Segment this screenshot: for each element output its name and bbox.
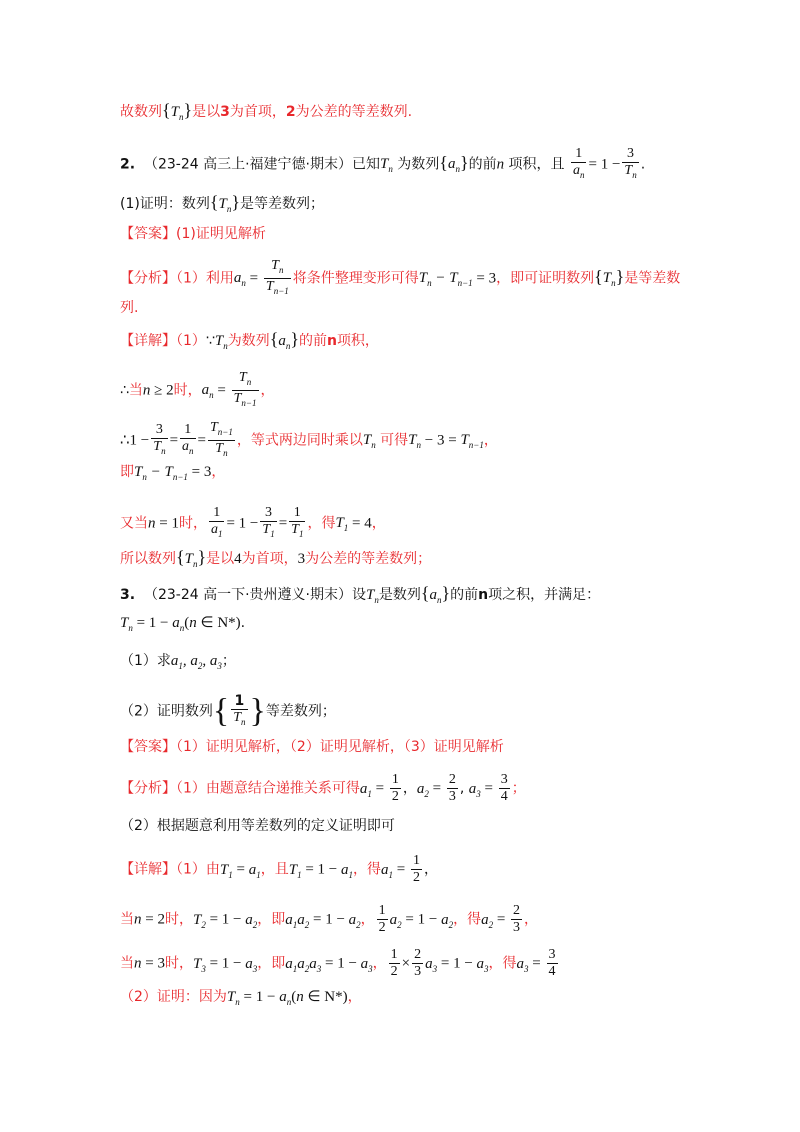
text: ， bbox=[360, 911, 375, 928]
text: ，即 bbox=[257, 911, 286, 928]
fraction: $\frac{1}{2}$ bbox=[391, 772, 399, 804]
text: 的前 bbox=[468, 156, 497, 173]
text: 4 bbox=[234, 551, 242, 567]
question-3-condition: $T_n = 1 - a_n(n$ ∈ N*). bbox=[120, 615, 246, 633]
text: 是等差数列； bbox=[239, 196, 324, 212]
question-number: 3. bbox=[120, 587, 136, 603]
fraction: $\frac{1}{2}$ bbox=[378, 903, 386, 935]
text: （1）由题意结合递推关系可得 bbox=[176, 780, 360, 797]
detail-line-6: 所以数列$\{T_n\}$是以4为首项，3为公差的等差数列； bbox=[120, 547, 432, 569]
question-3-part-1: （1）求$a_1$, $a_2$, $a_3$； bbox=[120, 653, 236, 671]
question-3-part-2: （2）证明数列{ $\frac{1}{T_n}$ }等差数列； bbox=[120, 692, 336, 730]
fraction: $\frac{3}{T_n}$ bbox=[153, 421, 166, 456]
detail-line: 【详解】$(1)\because T_n$为数列$\{a_n\}$的前n项积， bbox=[120, 329, 379, 351]
answer-text: （1）证明见解析，（2）证明见解析，（3）证明见解析 bbox=[176, 739, 504, 755]
detail-label: 【详解】 bbox=[120, 861, 176, 878]
text: 等差数列； bbox=[265, 703, 336, 720]
text: 所以数列 bbox=[120, 551, 176, 567]
detail-line-3: ∴1 − $\frac{3}{T_n}$ = $\frac{1}{a_n}$ = $\frac{T_{n-1}}{T_n}$ ，等式两边同时乘以$T_n$ 可得$T_n - 3 = T_{n-1}$， bbox=[120, 420, 498, 461]
text: 为数列 bbox=[227, 333, 270, 349]
detail-line-3d: （2）证明：因为$T_n = 1 - a_n(n$ ∈ N*)， bbox=[120, 989, 362, 1007]
text: 当 bbox=[120, 911, 134, 928]
text: 是以 bbox=[192, 104, 221, 120]
text: n bbox=[478, 587, 489, 603]
text: （1）由 bbox=[176, 861, 220, 878]
fraction: $\frac{2}{3}$ bbox=[513, 903, 521, 935]
text: 故数列 bbox=[120, 104, 162, 120]
fraction: $\frac{1}{2}$ bbox=[390, 947, 398, 979]
text: 又当 bbox=[120, 515, 148, 532]
text: 是等差数 bbox=[624, 270, 681, 287]
text: ， bbox=[483, 432, 498, 449]
fraction: $\frac{3}{T_n}$ bbox=[624, 146, 637, 180]
text: 3 bbox=[297, 551, 306, 567]
detail-line-5: 又当n = 1时， $\frac{1}{a_1}$ = 1 − $\frac{3}{T_1}$ = $\frac{1}{T_1}$ ，得$T_1 = 4$， bbox=[120, 505, 386, 542]
fraction: $\frac{1}{T_n}$ bbox=[233, 693, 246, 727]
text: n bbox=[326, 333, 337, 349]
text: ， bbox=[260, 382, 275, 399]
text: ，得 bbox=[488, 955, 517, 972]
analysis-label: 【分析】 bbox=[120, 270, 176, 287]
text: （1）利用 bbox=[176, 270, 234, 287]
text: 项之积，并满足： bbox=[488, 587, 601, 603]
detail-line-3c: 当n = 3时，$T_3 = 1 - a_3$，即$a_1a_2a_3 = 1 - a_3$， $\frac{1}{2}$ × $\frac{2}{3}$ $a_3 = 1 - a_3$，得$a_3$ = $\frac{3}{4}$ bbox=[120, 947, 556, 979]
text: ，且 bbox=[260, 861, 289, 878]
question-2-stem: 2. （23-24 高三上·福建宁德·期末）已知$T_n$ 为数列$\{a_n\}$的前n 项积，且 $\frac{1}{a_n}$ = 1 − $\frac{3}{T_n}$ . bbox=[120, 146, 645, 183]
detail-label: 【详解】 bbox=[120, 333, 176, 349]
detail-line-2: ∴当n ≥ 2时，$a_n$ = $\frac{T_n}{T_{n-1}}$ ， bbox=[120, 370, 275, 411]
fraction: $\frac{3}{4}$ bbox=[500, 772, 508, 804]
analysis-label: 【分析】 bbox=[120, 780, 176, 797]
fraction: $\frac{1}{2}$ bbox=[412, 853, 420, 885]
text: （1） bbox=[176, 333, 206, 349]
text: 时， bbox=[164, 955, 193, 972]
text: （2）证明：因为 bbox=[120, 989, 227, 1005]
text: 的前 bbox=[298, 333, 327, 349]
text: ， bbox=[371, 515, 386, 532]
text: 即 bbox=[120, 464, 134, 480]
question-source: （23-24 高三上·福建宁德·期末） bbox=[143, 156, 352, 173]
text: 2 bbox=[285, 104, 296, 120]
detail-line-3b: 当n = 2时，$T_2 = 1 - a_2$，即$a_1a_2 = 1 - a_2$， $\frac{1}{2}$ $a_2 = 1 - a_2$，得$a_2$ = $\frac{2}{3}$ ， bbox=[120, 903, 539, 935]
detail-line-3a: 【详解】（1）由$T_1 = a_1$，且$T_1 = 1 - a_1$，得$a_1$ = $\frac{1}{2}$ ， bbox=[120, 853, 438, 885]
text: ，得 bbox=[453, 911, 482, 928]
answer-label: 【答案】 bbox=[120, 739, 176, 755]
answer-label: 【答案】 bbox=[120, 226, 176, 242]
analysis-line: 【分析】（1）利用$a_n$ = $\frac{T_n}{T_{n-1}}$ 将条件整理变形可得$T_n - T_{n-1} = 3$，即可证明数列$\{T_n\}$是等差数 bbox=[120, 258, 680, 299]
question-2-part-1: (1)证明：数列$\{T_n\}$是等差数列； bbox=[120, 192, 324, 214]
answer-line-3 bbox=[120, 736, 504, 758]
fraction: $\frac{T_n}{T_{n-1}}$ bbox=[233, 370, 257, 408]
question-3-stem: 3. （23-24 高一下·贵州遵义·期末）设$T_n$是数列$\{a_n\}$的前n项之积，并满足： bbox=[120, 583, 601, 605]
text: ，即可证明数列 bbox=[496, 270, 595, 287]
conclusion-line-1: 故数列$\{T_n\}$是以3为首项，2为公差的等差数列. bbox=[120, 100, 413, 122]
text: ， bbox=[524, 911, 539, 928]
text: ， bbox=[372, 955, 387, 972]
text: 时， bbox=[178, 515, 207, 532]
text: 当 bbox=[128, 382, 143, 399]
text: ， bbox=[347, 989, 362, 1005]
text: 当 bbox=[120, 955, 134, 972]
text: 时， bbox=[173, 382, 202, 399]
text: （2）根据题意利用等差数列的定义证明即可 bbox=[120, 818, 395, 834]
fraction: $\frac{1}{a_n}$ bbox=[572, 146, 585, 180]
fraction: $\frac{1}{a_n}$ bbox=[182, 421, 194, 456]
text: ，即 bbox=[257, 955, 286, 972]
text: 3 bbox=[220, 104, 230, 120]
text: 为首项， bbox=[241, 551, 298, 567]
text: ， bbox=[211, 464, 226, 480]
text: ，等式两边同时乘以 bbox=[236, 432, 363, 449]
text: ，得 bbox=[353, 861, 381, 878]
answer-text: (1)证明见解析 bbox=[176, 226, 266, 242]
fraction: $\frac{2}{3}$ bbox=[448, 772, 456, 804]
text: 可得 bbox=[380, 432, 409, 449]
text: 项积，且 bbox=[508, 156, 565, 173]
text: 列. bbox=[120, 300, 139, 316]
text: 是以 bbox=[206, 551, 235, 567]
text: . bbox=[240, 615, 246, 631]
text: 为数列 bbox=[397, 156, 440, 173]
text: 为公差的等差数列. bbox=[295, 104, 413, 120]
fraction: $\frac{1}{a_1}$ bbox=[210, 505, 223, 539]
question-number: 2. bbox=[120, 156, 136, 173]
fraction: $\frac{1}{T_1}$ bbox=[291, 505, 304, 539]
analysis-line-cont bbox=[120, 297, 138, 319]
text: 是数列 bbox=[378, 587, 421, 603]
answer-line bbox=[120, 223, 266, 245]
fraction: $\frac{T_n}{T_{n-1}}$ bbox=[265, 258, 289, 296]
fraction: $\frac{T_{n-1}}{T_n}$ bbox=[210, 420, 233, 458]
text: 将条件整理变形可得 bbox=[292, 270, 419, 287]
detail-line-4: 即$T_n - T_{n-1} = 3$， bbox=[120, 464, 226, 482]
fraction: $\frac{2}{3}$ bbox=[414, 947, 422, 979]
text: 时， bbox=[164, 911, 193, 928]
text: ，得 bbox=[307, 515, 336, 532]
text: 为公差的等差数列； bbox=[305, 551, 432, 567]
text: 项积， bbox=[336, 333, 379, 349]
text: 设 bbox=[352, 587, 366, 603]
text: （2）证明数列 bbox=[120, 703, 213, 720]
fraction: $\frac{3}{T_1}$ bbox=[262, 505, 275, 539]
fraction: $\frac{3}{4}$ bbox=[548, 947, 556, 979]
analysis-line-3b bbox=[120, 815, 395, 837]
text: 的前 bbox=[450, 587, 479, 603]
question-source: （23-24 高一下·贵州遵义·期末） bbox=[143, 587, 352, 603]
analysis-line-3: 【分析】（1）由题意结合递推关系可得$a_1$ = $\frac{1}{2}$ ，$a_2$ = $\frac{2}{3}$ , $a_3$ = $\frac{3}{4}$ ； bbox=[120, 772, 526, 804]
text: . bbox=[640, 156, 646, 173]
text: 为首项， bbox=[229, 104, 286, 120]
text: （1）求 bbox=[120, 653, 171, 669]
text: 已知 bbox=[352, 156, 380, 173]
text: (1)证明：数列 bbox=[120, 196, 210, 212]
